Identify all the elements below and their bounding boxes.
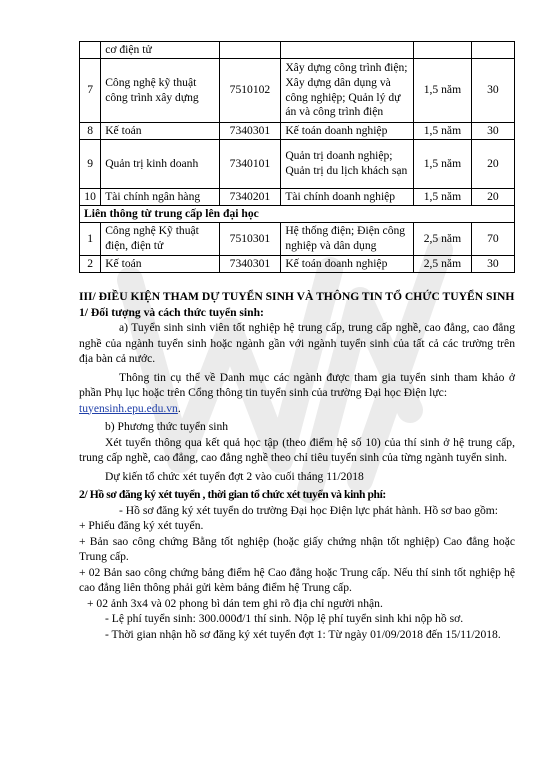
duration: 2,5 năm: [414, 223, 472, 256]
table-cell: [281, 42, 414, 59]
list-item: + Bản sao công chứng Bằng tốt nghiệp (hoặc giấy chứng nhận tốt nghiệp) Cao đẳng hoặc Trung cấp.: [79, 534, 515, 563]
table-group-header: [80, 206, 515, 223]
quota: 20: [471, 140, 514, 189]
major-name: Công nghệ Kỹ thuật điện, điện tử: [101, 223, 219, 256]
paragraph: Xét tuyển thông qua kết quả học tập (theo điểm hệ số 10) của thí sinh ở hệ trung cấp, trung cấp nghề, cao đẳng, cao đẳng nghề theo chỉ tiêu tuyển sinh của từng ngành tuyển sinh.: [79, 435, 515, 464]
duration: 1,5 năm: [414, 59, 472, 123]
specialty: Quản trị doanh nghiệp; Quản trị du lịch khách sạn: [281, 140, 414, 189]
table-cell: [414, 42, 472, 59]
duration: 1,5 năm: [414, 123, 472, 140]
table-row: [80, 223, 515, 256]
specialty: Xây dựng công trình điện; Xây dựng dân dụng và công nghiệp; Quản lý dự án và công trình điện: [281, 59, 414, 123]
specialty: Hệ thống điện; Điện công nghiệp và dân dụng: [281, 223, 414, 256]
major-code: 7340201: [219, 189, 281, 206]
table-row: [80, 42, 515, 59]
paragraph: - Thời gian nhận hồ sơ đăng ký xét tuyển đợt 1: Từ ngày 01/09/2018 đến 15/11/2018.: [105, 627, 501, 641]
table-cell: [219, 42, 281, 59]
row-number: 9: [80, 140, 101, 189]
row-number: 8: [80, 123, 101, 140]
group-header-cell: Liên thông từ trung cấp lên đại học: [80, 206, 515, 223]
table-row: [80, 140, 515, 189]
major-name: Kế toán: [101, 256, 219, 273]
link-paragraph: [79, 401, 515, 417]
major-code: 7510102: [219, 59, 281, 123]
subsection-heading: 2/ Hồ sơ đăng ký xét tuyển , thời gian tổ chức xét tuyển và kinh phí:: [79, 488, 386, 501]
table-row: [80, 256, 515, 273]
quota: 70: [471, 223, 514, 256]
admission-portal-link[interactable]: tuyensinh.epu.edu.vn: [79, 401, 178, 415]
duration: 1,5 năm: [414, 140, 472, 189]
major-name: Quản trị kinh doanh: [101, 140, 219, 189]
paragraph: a) Tuyển sinh sinh viên tốt nghiệp hệ trung cấp, trung cấp nghề, cao đẳng, cao đẳng nghề của ngành tuyển sinh hoặc ngành gần với ngành tuyển sinh của tất cả các trường trên địa bàn cả nước.: [79, 321, 515, 365]
link-tail: .: [177, 401, 181, 415]
specialty: Kế toán doanh nghiệp: [281, 256, 414, 273]
list-item: + 02 Bản sao công chứng bảng điểm hệ Cao đẳng hoặc Trung cấp. Nếu thí sinh tốt nghiệp hệ cao đẳng liên thông phải gửi kèm bảng điểm hệ Trung cấp.: [79, 565, 515, 594]
specialty: Kế toán doanh nghiệp: [281, 123, 414, 140]
major-name: Kế toán: [101, 123, 219, 140]
section-body: [79, 289, 515, 642]
quota: 30: [471, 123, 514, 140]
subsection-heading: 1/ Đối tượng và cách thức tuyển sinh:: [79, 305, 264, 319]
duration: 2,5 năm: [414, 256, 472, 273]
quota: 30: [471, 59, 514, 123]
paragraph: - Hồ sơ đăng ký xét tuyển do trường Đại học Điện lực phát hành. Hồ sơ bao gồm:: [119, 503, 499, 517]
row-number: 2: [80, 256, 101, 273]
major-name: Tài chính ngân hàng: [101, 189, 219, 206]
table-row: [80, 59, 515, 123]
quota: 30: [471, 256, 514, 273]
major-code: 7510301: [219, 223, 281, 256]
paragraph: b) Phương thức tuyển sinh: [105, 420, 229, 433]
table-cell: [471, 42, 514, 59]
quota: 20: [471, 189, 514, 206]
major-code: 7340301: [219, 256, 281, 273]
major-code: 7340301: [219, 123, 281, 140]
major-code: 7340101: [219, 140, 281, 189]
list-item: + 02 ảnh 3x4 và 02 phong bì dán tem ghi rõ địa chỉ người nhận.: [87, 596, 383, 610]
paragraph: - Lệ phí tuyển sinh: 300.000đ/1 thí sinh. Nộp lệ phí tuyển sinh khi nộp hồ sơ.: [105, 612, 464, 625]
major-name: Công nghệ kỹ thuật công trình xây dựng: [101, 59, 219, 123]
table-cell: [80, 42, 101, 59]
row-number: 7: [80, 59, 101, 123]
admission-table: [79, 41, 515, 273]
table-row: [80, 189, 515, 206]
section-title: III/ ĐIỀU KIỆN THAM DỰ TUYỂN SINH VÀ THÔNG TIN TỔ CHỨC TUYỂN SINH: [79, 290, 515, 303]
duration: 1,5 năm: [414, 189, 472, 206]
table-cell: cơ điện tử: [101, 42, 219, 59]
row-number: 1: [80, 223, 101, 256]
row-number: 10: [80, 189, 101, 206]
paragraph: Dự kiến tổ chức xét tuyển đợt 2 vào cuối tháng 11/2018: [105, 469, 364, 483]
list-item: + Phiếu đăng ký xét tuyển.: [79, 519, 204, 532]
specialty: Tài chính doanh nghiệp: [281, 189, 414, 206]
table-row: [80, 123, 515, 140]
paragraph: Thông tin cụ thể về Danh mục các ngành được tham gia tuyển sinh tham khảo ở phần Phụ lục hoặc trên Cổng thông tin tuyển sinh của trường Đại học Điện lực:: [79, 370, 515, 399]
